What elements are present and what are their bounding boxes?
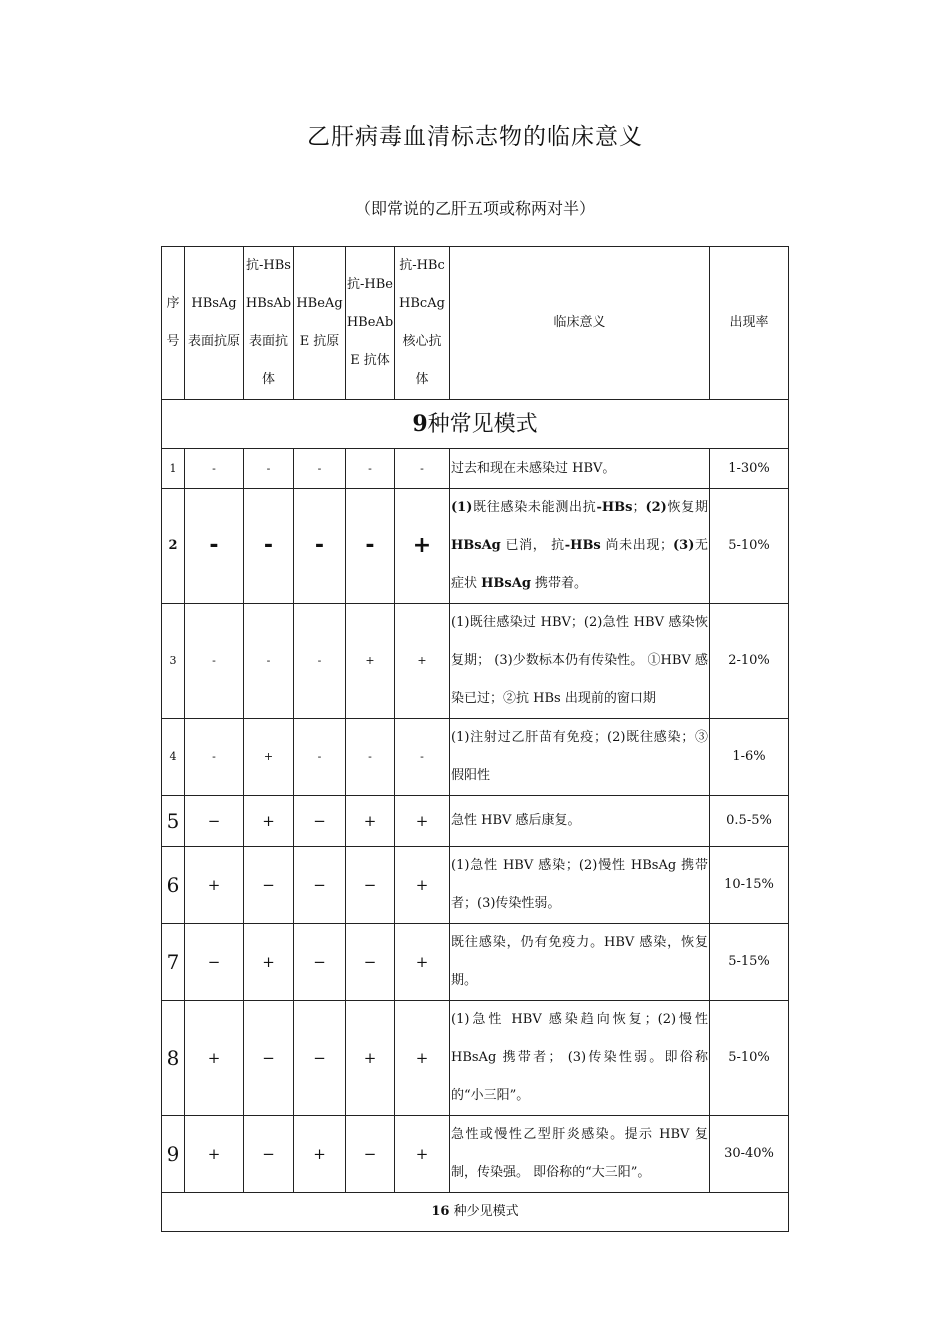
- cell-hbcab: +: [395, 924, 450, 1001]
- hbv-markers-table: [161, 246, 789, 1232]
- cell-hbsag: −: [185, 796, 244, 847]
- row-no: 8: [162, 1001, 185, 1116]
- cell-hbeag: -: [294, 449, 346, 489]
- cell-hbsag: -: [185, 719, 244, 796]
- table-row: [162, 1116, 789, 1193]
- header-hbeab: 抗-HBe HBeAb E 抗体: [346, 247, 395, 400]
- cell-meaning: 既往感染，仍有免疫力。HBV 感染，恢复期。: [450, 924, 710, 1001]
- cell-hbsag: −: [185, 924, 244, 1001]
- cell-rate: 5-10%: [710, 489, 789, 604]
- header-row: [162, 247, 789, 400]
- table-row: [162, 489, 789, 604]
- cell-hbeag: −: [294, 796, 346, 847]
- cell-meaning: (1)注射过乙肝苗有免疫；(2)既往感染；③假阳性: [450, 719, 710, 796]
- section-rare-row: [162, 1193, 789, 1232]
- cell-meaning: (1)既往感染过 HBV；(2)急性 HBV 感染恢复期； (3)少数标本仍有传染性。 ①HBV 感染已过；②抗 HBs 出现前的窗口期: [450, 604, 710, 719]
- cell-hbsab: -: [244, 604, 294, 719]
- cell-rate: 1-30%: [710, 449, 789, 489]
- cell-rate: 5-10%: [710, 1001, 789, 1116]
- page-subtitle: （即常说的乙肝五项或称两对半）: [354, 199, 595, 218]
- cell-hbeab: -: [346, 719, 395, 796]
- row-no: 4: [162, 719, 185, 796]
- section-rare-title: 16 种少见模式: [162, 1193, 789, 1232]
- section-common-title: 9种常见模式: [162, 400, 789, 449]
- row-no: 7: [162, 924, 185, 1001]
- table-row: [162, 847, 789, 924]
- cell-rate: 5-15%: [710, 924, 789, 1001]
- cell-hbsag: -: [185, 489, 244, 604]
- cell-hbeag: -: [294, 489, 346, 604]
- cell-hbeag: -: [294, 719, 346, 796]
- cell-hbcab: -: [395, 719, 450, 796]
- table-row: [162, 924, 789, 1001]
- cell-meaning: (1)既往感染未能测出抗-HBs；(2)恢复期 HBsAg 已消， 抗-HBs 尚未出现；(3)无症状 HBsAg 携带着。: [450, 489, 710, 604]
- page-title: 乙肝病毒血清标志物的临床意义: [307, 124, 643, 150]
- cell-hbsab: -: [244, 449, 294, 489]
- table-row: [162, 719, 789, 796]
- cell-hbcab: +: [395, 1001, 450, 1116]
- cell-hbeab: −: [346, 1116, 395, 1193]
- cell-hbsab: −: [244, 1001, 294, 1116]
- cell-hbcab: +: [395, 1116, 450, 1193]
- cell-meaning: 急性或慢性乙型肝炎感染。提示 HBV 复制，传染强。 即俗称的“大三阳”。: [450, 1116, 710, 1193]
- cell-hbeab: −: [346, 847, 395, 924]
- cell-meaning: (1)急性 HBV 感染；(2)慢性 HBsAg 携带者；(3)传染性弱。: [450, 847, 710, 924]
- cell-meaning: 过去和现在未感染过 HBV。: [450, 449, 710, 489]
- cell-hbsab: +: [244, 796, 294, 847]
- cell-hbsag: +: [185, 1116, 244, 1193]
- row-no: 9: [162, 1116, 185, 1193]
- cell-rate: 0.5-5%: [710, 796, 789, 847]
- cell-meaning: (1)急性 HBV 感染趋向恢复；(2)慢性 HBsAg 携带者； (3)传染性弱。即俗称的“小三阳”。: [450, 1001, 710, 1116]
- row-no: 3: [162, 604, 185, 719]
- cell-hbcab: +: [395, 796, 450, 847]
- cell-hbeab: +: [346, 604, 395, 719]
- cell-hbeag: −: [294, 924, 346, 1001]
- header-hbeag: HBeAg E 抗原: [294, 247, 346, 400]
- cell-hbsag: -: [185, 449, 244, 489]
- cell-hbeag: −: [294, 1001, 346, 1116]
- row-no: 1: [162, 449, 185, 489]
- cell-hbsag: +: [185, 1001, 244, 1116]
- table-row: [162, 449, 789, 489]
- row-no: 6: [162, 847, 185, 924]
- header-seq: 序 号: [162, 247, 185, 400]
- table-row: [162, 796, 789, 847]
- cell-hbsag: -: [185, 604, 244, 719]
- header-hbcab: 抗-HBc HBcAg 核心抗 体: [395, 247, 450, 400]
- table-row: [162, 1001, 789, 1116]
- cell-rate: 30-40%: [710, 1116, 789, 1193]
- cell-hbsab: -: [244, 489, 294, 604]
- header-hbsab: 抗-HBs HBsAb 表面抗 体: [244, 247, 294, 400]
- cell-hbeag: -: [294, 604, 346, 719]
- header-rate: 出现率: [710, 247, 789, 400]
- cell-hbeab: −: [346, 924, 395, 1001]
- row-no: 5: [162, 796, 185, 847]
- cell-hbeag: −: [294, 847, 346, 924]
- cell-hbeag: +: [294, 1116, 346, 1193]
- cell-meaning: 急性 HBV 感后康复。: [450, 796, 710, 847]
- cell-hbsab: +: [244, 924, 294, 1001]
- section-common-row: [162, 400, 789, 449]
- cell-hbsab: +: [244, 719, 294, 796]
- cell-hbeab: +: [346, 796, 395, 847]
- cell-hbsag: +: [185, 847, 244, 924]
- cell-rate: 10-15%: [710, 847, 789, 924]
- cell-hbcab: +: [395, 604, 450, 719]
- header-meaning: 临床意义: [450, 247, 710, 400]
- cell-hbsab: −: [244, 1116, 294, 1193]
- cell-hbeab: -: [346, 489, 395, 604]
- header-hbsag: HBsAg 表面抗原: [185, 247, 244, 400]
- cell-rate: 1-6%: [710, 719, 789, 796]
- cell-hbcab: -: [395, 449, 450, 489]
- cell-hbeab: +: [346, 1001, 395, 1116]
- cell-rate: 2-10%: [710, 604, 789, 719]
- cell-hbsab: −: [244, 847, 294, 924]
- table-row: [162, 604, 789, 719]
- cell-hbcab: +: [395, 489, 450, 604]
- row-no: 2: [162, 489, 185, 604]
- cell-hbcab: +: [395, 847, 450, 924]
- cell-hbeab: -: [346, 449, 395, 489]
